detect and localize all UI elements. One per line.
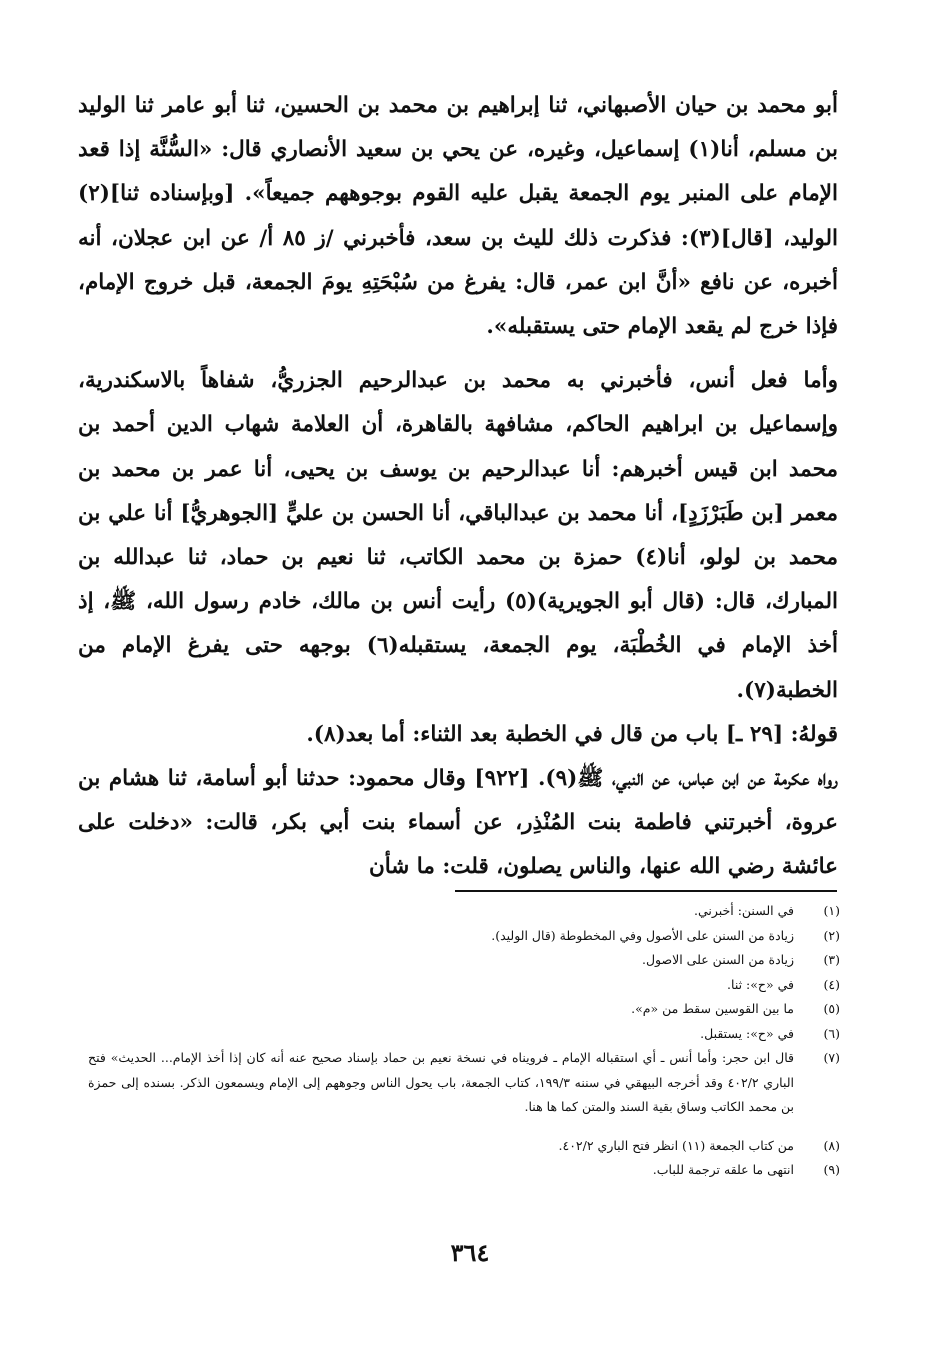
footnote-6: [88, 1022, 840, 1047]
paragraph-3: رواه عكرمة عن ابن عباس، عن النبي، ﷺ(٩). [٩٢٢] وقال محمود: حدثنا أبو أسامة، ثنا هشام بن عروة، أخبرتني فاطمة بنت المُنْذِر، عن أسماء بنت أبي بكر، قالت: «دخلت على عائشة رضي الله عنها، والناس يصلون، قلت: ما شأن: [78, 766, 838, 880]
footnote-7: [88, 1046, 840, 1120]
footnote-1: [88, 899, 840, 924]
paragraph-1: أبو محمد بن حيان الأصبهاني، ثنا إبراهيم بن محمد بن الحسين، ثنا أبو عامر ثنا الوليد بن مسلم، أنا(١) إسماعيل، وغيره، عن يحي بن سعيد الأنصاري قال: «السُّنَّة إذا قعد الإمام على المنبر يوم الجمعة يقبل عليه القوم بوجوههم جميعاً». [وبإسناده ثنا](٢) الوليد، [قال](٣): فذكرت ذلك لليث بن سعد، فأخبرني /ز ٨٥ أ/ عن ابن عجلان، أنه أخبره، عن نافع «أنَّ ابن عمر، قال: يفرغ من سُبْحَتِهِ يومَ الجمعة، قبل خروج الإمام، فإذا خرج لم يقعد الإمام حتى يستقبله».: [78, 93, 838, 340]
footnote-number: (٦): [823, 1025, 840, 1041]
footnotes: [88, 899, 840, 1183]
footnote-number: (٨): [823, 1137, 840, 1153]
section-heading: قولهُ: [٢٩ ـ] باب من قال في الخطبة بعد الثناء: أما بعد(٨).: [306, 721, 838, 747]
footnote-number: (٩): [823, 1162, 840, 1177]
footnote-text: في «ح»: يستقبل.: [700, 1025, 794, 1041]
page-number: ٣٦٤: [450, 1238, 490, 1267]
footnote-text: ما بين القوسين سقط من «م».: [631, 1001, 794, 1016]
footnote-text: في السنن: أخبرني.: [693, 903, 794, 918]
footnote-text: من كتاب الجمعة (١١) انظر فتح الباري ٤٠٢/٢.: [558, 1137, 794, 1153]
footnote-number: (٢): [823, 927, 840, 943]
footnote-text: زيادة من السنن على الأصول وفي المخطوطة (قال الوليد).: [491, 927, 794, 943]
footnote-number: (٧): [823, 1050, 840, 1065]
footnote-separator: [455, 890, 837, 892]
footnote-4: [88, 973, 840, 998]
footnote-text: انتهى ما علقه ترجمة للباب.: [652, 1162, 794, 1177]
footnote-2: [88, 924, 840, 949]
footnote-number: (٣): [823, 952, 840, 967]
footnote-number: (١): [823, 903, 840, 918]
footnote-number: (٥): [823, 1001, 840, 1016]
footnote-9: [88, 1158, 840, 1183]
footnote-text: قال ابن حجر: وأما أنس ـ أي استقباله الإمام ـ فرويناه في نسخة نعيم بن حماد بإسناد صحيح عنه أنه كان إذا أخذ الإمام... الحديث» فتح الباري ٤٠٢/٢ وقد أخرجه البيهقي في سننه ١٩٩/٣، كتاب الجمعة، باب يحول الناس وجوههم إلى الإمام ويسمعون الذكر. بسنده إلى حمزة بن محمد الكاتب وساق بقية السند والمتن كما ها هنا.: [88, 1050, 794, 1114]
paragraph-2: وأما فعل أنس، فأخبرني به محمد بن عبدالرحيم الجزريُّ، شفاهاً بالاسكندرية، وإسماعيل بن ابراهيم الحاكم، مشافهة بالقاهرة، أن العلامة شهاب الدين أحمد بن محمد ابن قيس أخبرهم: أنا عبدالرحيم بن يوسف بن يحيى، أنا عمر بن محمد بن معمر [بن طَبَرْزَدٍ]، أنا محمد بن عبدالباقي، أنا الحسن بن عليٍّ [الجوهريُّ] أنا علي بن محمد بن لولو، أنا(٤) حمزة بن محمد الكاتب، ثنا نعيم بن حماد، ثنا عبدالله بن المبارك، قال: (قال أبو الجويرية)(٥) رأيت أنس بن مالك، خادم رسول الله، ﷺ، إذ أخذ الإمام في الخُطْبَة، يوم الجمعة، يستقبله(٦) بوجهه حتى يفرغ الإمام من الخطبة(٧).: [78, 368, 838, 703]
footnote-3: [88, 948, 840, 973]
footnote-text: في «ح»: ثنا.: [727, 976, 794, 992]
footnote-number: (٤): [823, 976, 840, 992]
main-text: [78, 84, 838, 890]
footnote-5: [88, 997, 840, 1022]
footnote-8: [88, 1134, 840, 1159]
footnote-text: زيادة من السنن على الاصول.: [641, 952, 794, 967]
